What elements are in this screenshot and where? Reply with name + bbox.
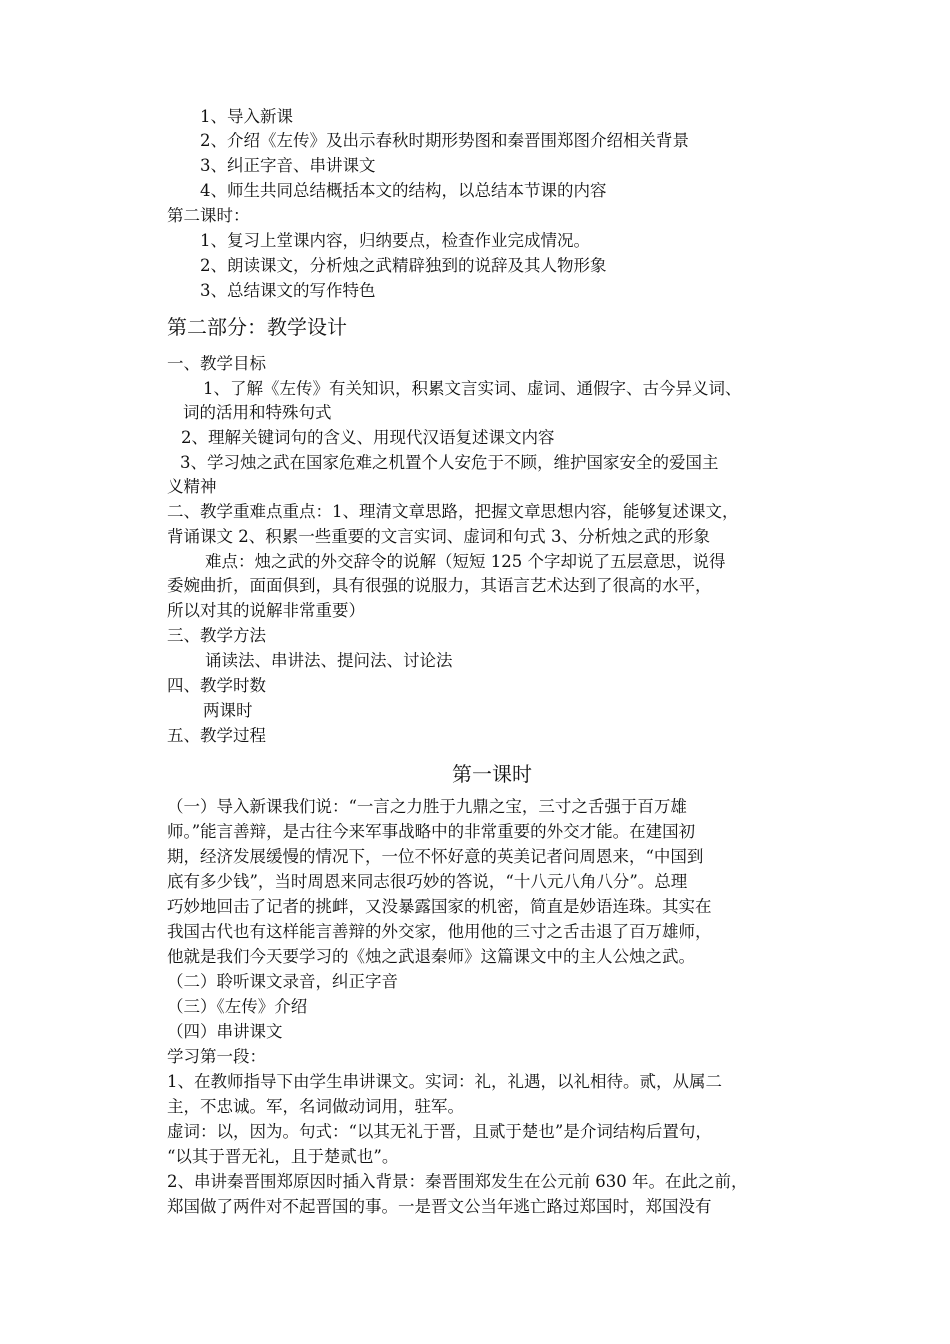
lesson-step-3: 3、纠正字音、串讲课文 [200,156,376,175]
lesson-step-4: 4、师生共同总结概括本文的结构，以总结本节课的内容 [200,181,607,200]
intro-paragraph-line-7: 他就是我们今天要学习的《烛之武退秦师》这篇课文中的主人公烛之武。 [167,947,695,966]
function-words-line-2: “以其于晋无礼，且于楚贰也”。 [167,1147,399,1166]
second-lesson-step-2: 2、朗读课文，分析烛之武精辟独到的说辞及其人物形象 [200,256,607,275]
second-lesson-step-1: 1、复习上堂课内容，归纳要点，检查作业完成情况。 [200,231,590,250]
difficulty-line-1: 难点：烛之武的外交辞令的说解（短短 125 个字却说了五层意思，说得 [205,552,726,571]
section-teaching-goals: 一、教学目标 [167,354,266,373]
part-two-heading: 第二部分：教学设计 [167,315,347,339]
study-paragraph-one: 学习第一段： [167,1047,266,1066]
step-zuozhuan-intro: （三）《左传》介绍 [167,997,308,1016]
key-points-line-1: 二、教学重难点重点：1、理清文章思路，把握文章思想内容，能够复述课文， [167,502,739,521]
second-lesson-heading: 第二课时： [167,206,250,225]
section-teaching-process: 五、教学过程 [167,726,266,745]
goal-2: 2、理解关键词句的含义、用现代汉语复述课文内容 [181,428,555,447]
goal-3-line-1: 3、学习烛之武在国家危难之机置个人安危于不顾，维护国家安全的爱国主 [180,453,719,472]
teaching-methods-list: 诵读法、串讲法、提问法、讨论法 [205,651,453,670]
first-lesson-title: 第一课时 [452,762,532,786]
second-lesson-step-3: 3、总结课文的写作特色 [200,281,376,300]
intro-paragraph-line-1: （一）导入新课我们说：“一言之力胜于九鼎之宝，三寸之舌强于百万雄 [167,797,687,816]
intro-paragraph-line-4: 底有多少钱”，当时周恩来同志很巧妙的答说，“十八元八角八分”。总理 [167,872,688,891]
intro-paragraph-line-2: 师。”能言善辩，是古往今来军事战略中的非常重要的外交才能。在建国初 [167,822,696,841]
function-words-line-1: 虚词：以，因为。句式：“以其无礼于晋，且贰于楚也”是介词结构后置句， [167,1122,712,1141]
study-item-1-line-1: 1、在教师指导下由学生串讲课文。实词：礼，礼遇，以礼相待。贰，从属二 [167,1072,722,1091]
difficulty-line-2: 委婉曲折，面面俱到，具有很强的说服力，其语言艺术达到了很高的水平， [167,576,712,595]
study-item-1-line-2: 主，不忠诚。军，名词做动词用，驻军。 [167,1097,464,1116]
goal-1-line-1: 1、了解《左传》有关知识，积累文言实词、虚词、通假字、古今异义词、 [203,379,742,398]
teaching-hours-value: 两课时 [203,701,253,720]
step-listen-recording: （二）聆听课文录音，纠正字音 [167,972,398,991]
section-teaching-methods: 三、教学方法 [167,626,266,645]
background-line-1: 2、串讲秦晋围郑原因时插入背景：秦晋围郑发生在公元前 630 年。在此之前， [167,1172,748,1191]
step-explain-text: （四）串讲课文 [167,1022,283,1041]
intro-paragraph-line-6: 我国古代也有这样能言善辩的外交家，他用他的三寸之舌击退了百万雄师， [167,922,712,941]
lesson-step-1: 1、导入新课 [200,107,293,126]
goal-3-line-2: 义精神 [167,477,217,496]
key-points-line-2: 背诵课文 2、积累一些重要的文言实词、虚词和句式 3、分析烛之武的形象 [167,527,710,546]
goal-1-line-2: 词的活用和特殊句式 [183,403,332,422]
lesson-step-2: 2、介绍《左传》及出示春秋时期形势图和秦晋围郑图介绍相关背景 [200,131,689,150]
intro-paragraph-line-5: 巧妙地回击了记者的挑衅，又没暴露国家的机密，简直是妙语连珠。其实在 [167,897,712,916]
section-teaching-hours: 四、教学时数 [167,676,266,695]
background-line-2: 郑国做了两件对不起晋国的事。一是晋文公当年逃亡路过郑国时，郑国没有 [167,1197,712,1216]
intro-paragraph-line-3: 期，经济发展缓慢的情况下，一位不怀好意的英美记者问周恩来，“中国到 [167,847,704,866]
difficulty-line-3: 所以对其的说解非常重要） [167,601,365,620]
